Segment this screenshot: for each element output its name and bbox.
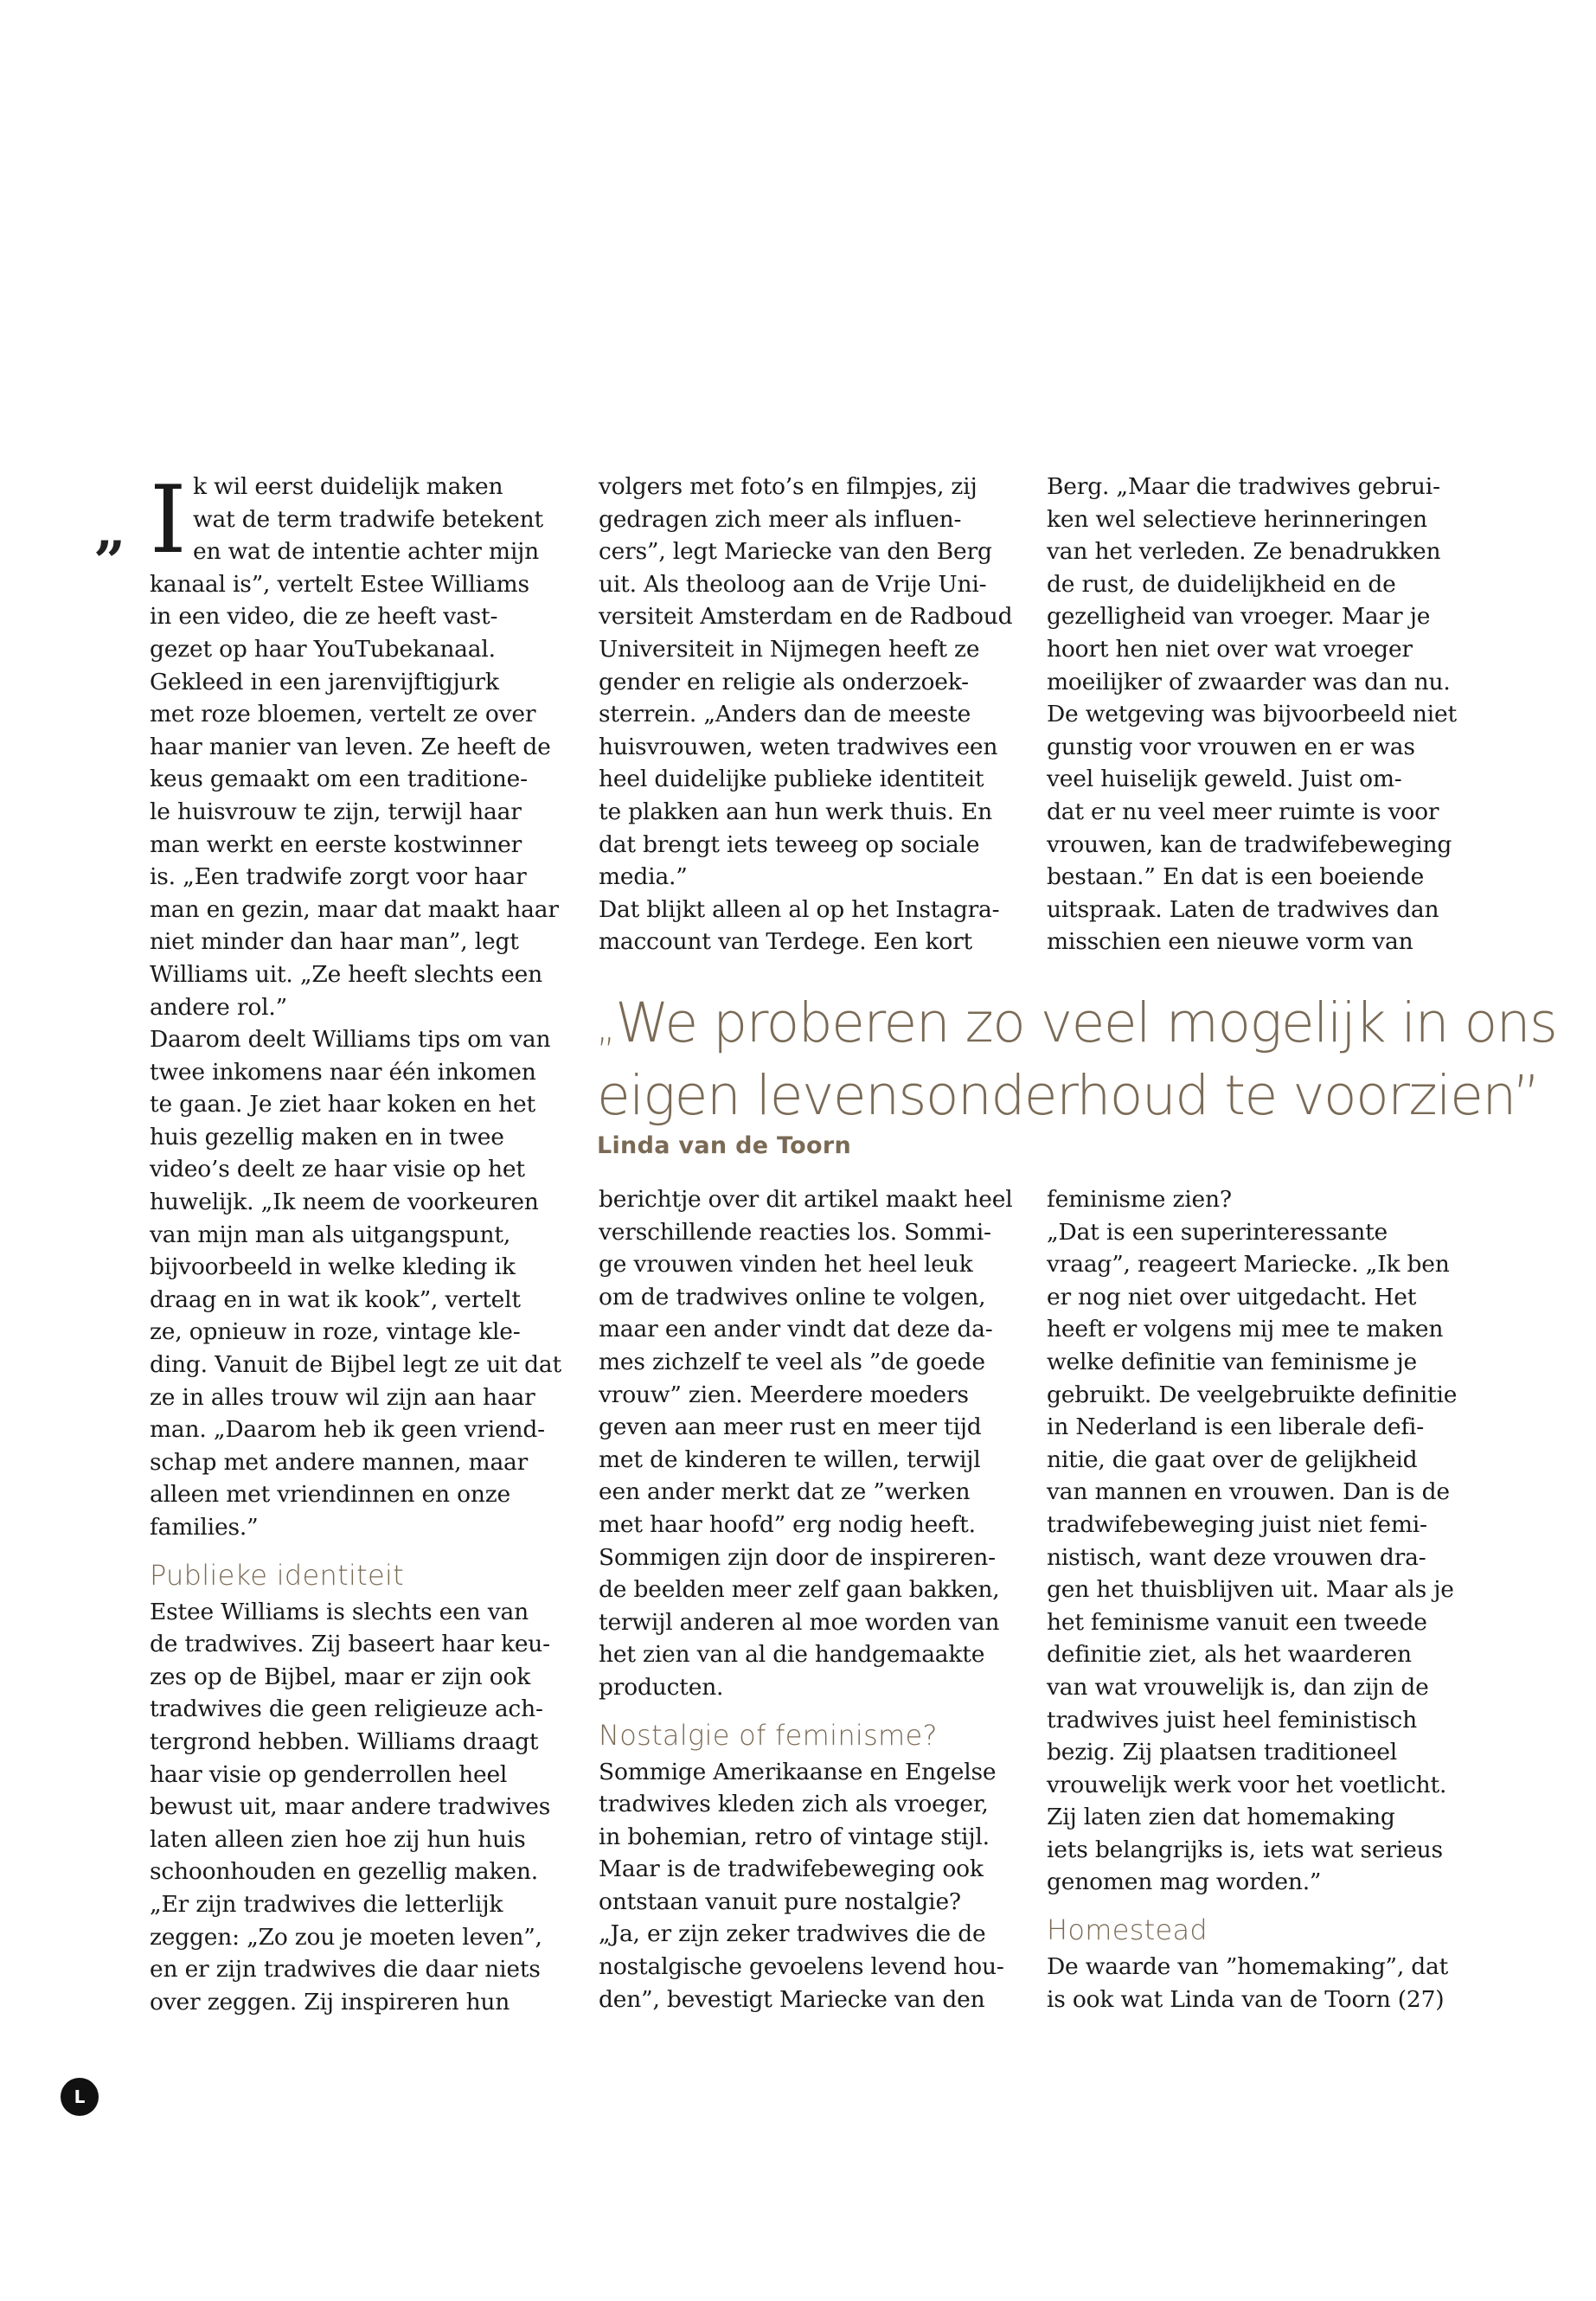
pull-quote bbox=[597, 990, 1557, 1159]
text-line: met roze bloemen, vertelt ze over bbox=[150, 701, 536, 728]
text-line: niet minder dan haar man”, legt bbox=[150, 928, 519, 956]
text-line: ding. Vanuit de Bijbel legt ze uit dat bbox=[150, 1351, 561, 1379]
text-line: andere rol.” bbox=[150, 993, 287, 1021]
text-line: tradwifebeweging juist niet femi- bbox=[1047, 1510, 1427, 1538]
section-heading-publieke-identiteit: Publieke identiteit bbox=[150, 1558, 405, 1592]
paragraph-lines bbox=[599, 1183, 1031, 1704]
text-line: media.” bbox=[599, 863, 688, 891]
text-line: geven aan meer rust en meer tijd bbox=[599, 1413, 982, 1441]
text-line: bestaan.” En dat is een boeiende bbox=[1047, 863, 1425, 891]
text-line: feminisme zien? bbox=[1047, 1186, 1232, 1213]
text-line: bijvoorbeeld in welke kleding ik bbox=[150, 1253, 516, 1281]
text-line: ze in alles trouw wil zijn aan haar bbox=[150, 1383, 535, 1411]
text-line: en wat de intentie achter mijn bbox=[193, 538, 539, 566]
text-line: man en gezin, maar dat maakt haar bbox=[150, 895, 559, 923]
text-line: terwijl anderen al moe worden van bbox=[599, 1608, 1000, 1636]
pull-quote-text-1: We proberen zo veel mogelijk in ons bbox=[615, 991, 1557, 1054]
text-line: twee inkomens naar één inkomen bbox=[150, 1058, 536, 1086]
text-line: zeggen: „Zo zou je moeten leven”, bbox=[150, 1923, 542, 1951]
text-line: uitspraak. Laten de tradwives dan bbox=[1047, 895, 1439, 923]
text-line: Gekleed in een jarenvijftigjurk bbox=[150, 668, 499, 695]
text-line: heeft er volgens mij mee te maken bbox=[1047, 1316, 1444, 1343]
text-line: berichtje over dit artikel maakt heel bbox=[599, 1186, 1013, 1213]
pull-quote-author: Linda van de Toorn bbox=[597, 1132, 851, 1159]
text-line: Maar is de tradwifebeweging ook bbox=[599, 1856, 984, 1883]
text-line: vrouwen, kan de tradwifebeweging bbox=[1047, 830, 1452, 858]
text-line: haar manier van leven. Ze heeft de bbox=[150, 733, 551, 760]
text-line: ze, opnieuw in roze, vintage kle- bbox=[150, 1318, 521, 1346]
text-line: Berg. „Maar die tradwives gebrui- bbox=[1047, 473, 1440, 500]
text-line: uit. Als theoloog aan de Vrije Uni- bbox=[599, 570, 987, 598]
text-line: welke definitie van feminisme je bbox=[1047, 1348, 1417, 1375]
text-line: definitie ziet, als het waarderen bbox=[1047, 1641, 1412, 1669]
text-line: dat brengt iets teweeg op sociale bbox=[599, 830, 980, 858]
text-line: moeilijker of zwaarder was dan nu. bbox=[1047, 668, 1451, 695]
opening-quote-mark: ” bbox=[93, 529, 125, 594]
text-line: van het verleden. Ze benadrukken bbox=[1047, 538, 1441, 566]
text-line: wat de term tradwife betekent bbox=[193, 505, 543, 533]
text-line: schoonhouden en gezellig maken. bbox=[150, 1858, 538, 1886]
paragraph-lines bbox=[150, 568, 582, 1544]
pull-quote-line-1 bbox=[597, 990, 1557, 1063]
text-line: den”, bevestigt Mariecke van den bbox=[599, 1985, 985, 2013]
text-line: iets belangrijks is, iets wat serieus bbox=[1047, 1836, 1443, 1863]
paragraph-lines bbox=[1047, 1951, 1479, 2016]
text-line: volgers met foto’s en filmpjes, zij bbox=[599, 473, 977, 500]
text-line: gedragen zich meer als influen- bbox=[599, 505, 962, 533]
text-line: maccount van Terdege. Een kort bbox=[599, 928, 972, 956]
dropcap-block bbox=[150, 466, 582, 574]
section-heading-homestead: Homestead bbox=[1047, 1913, 1208, 1947]
pull-quote-open-mark: „ bbox=[597, 1010, 614, 1050]
text-line: de beelden meer zelf gaan bakken, bbox=[599, 1576, 1000, 1604]
text-line: De wetgeving was bijvoorbeeld niet bbox=[1047, 701, 1457, 728]
text-line: huwelijk. „Ik neem de voorkeuren bbox=[150, 1189, 539, 1216]
text-line: het feminisme vanuit een tweede bbox=[1047, 1608, 1427, 1636]
text-line: „Dat is een superinteressante bbox=[1047, 1218, 1388, 1246]
text-line: huisvrouwen, weten tradwives een bbox=[599, 733, 998, 760]
text-line: van mannen en vrouwen. Dan is de bbox=[1047, 1478, 1450, 1506]
text-line: van wat vrouwelijk is, dan zijn de bbox=[1047, 1673, 1429, 1701]
text-line: om de tradwives online te volgen, bbox=[599, 1283, 986, 1311]
text-line: met de kinderen te willen, terwijl bbox=[599, 1445, 981, 1473]
text-line: gebruikt. De veelgebruikte definitie bbox=[1047, 1381, 1458, 1408]
text-line: tradwives kleden zich als vroeger, bbox=[599, 1791, 989, 1818]
indented-lines bbox=[150, 466, 582, 574]
text-line: vrouwelijk werk voor het voetlicht. bbox=[1047, 1771, 1447, 1798]
text-line: laten alleen zien hoe zij hun huis bbox=[150, 1825, 526, 1853]
text-line: Estee Williams is slechts een van bbox=[150, 1598, 529, 1625]
text-line: Zij laten zien dat homemaking bbox=[1047, 1804, 1395, 1831]
article-column-3-bottom bbox=[1047, 1183, 1479, 2016]
text-line: maar een ander vindt dat deze da- bbox=[599, 1316, 993, 1343]
text-line: gezet op haar YouTubekanaal. bbox=[150, 635, 496, 663]
text-line: haar visie op genderrollen heel bbox=[150, 1760, 508, 1788]
article-column-3-top bbox=[1047, 471, 1479, 958]
text-line: heel duidelijke publieke identiteit bbox=[599, 766, 984, 793]
paragraph-lines bbox=[599, 1756, 1031, 2016]
text-line: cers”, legt Mariecke van den Berg bbox=[599, 538, 992, 566]
text-line: en er zijn tradwives die daar niets bbox=[150, 1956, 541, 1984]
text-line: man. „Daarom heb ik geen vriend- bbox=[150, 1416, 545, 1444]
text-line: le huisvrouw te zijn, terwijl haar bbox=[150, 798, 522, 825]
text-line: families.” bbox=[150, 1514, 259, 1541]
text-line: schap met andere mannen, maar bbox=[150, 1448, 529, 1476]
text-line: met haar hoofd” erg nodig heeft. bbox=[599, 1510, 976, 1538]
text-line: ken wel selectieve herinneringen bbox=[1047, 505, 1427, 533]
text-line: „Ja, er zijn zeker tradwives die de bbox=[599, 1920, 986, 1948]
text-line: in een video, die ze heeft vast- bbox=[150, 603, 498, 631]
text-line: genomen mag worden.” bbox=[1047, 1868, 1322, 1896]
text-line: bezig. Zij plaatsen traditioneel bbox=[1047, 1739, 1398, 1766]
text-line: Universiteit in Nijmegen heeft ze bbox=[599, 635, 980, 663]
dropcap-letter: I bbox=[150, 466, 187, 574]
text-line: keus gemaakt om een traditione- bbox=[150, 766, 528, 793]
text-line: is. „Een tradwife zorgt voor haar bbox=[150, 863, 527, 891]
text-line: over zeggen. Zij inspireren hun bbox=[150, 1988, 510, 2016]
text-line: alleen met vriendinnen en onze bbox=[150, 1481, 510, 1509]
text-line: dat er nu veel meer ruimte is voor bbox=[1047, 798, 1439, 825]
text-line: Sommige Amerikaanse en Engelse bbox=[599, 1758, 997, 1785]
text-line: k wil eerst duidelijk maken bbox=[193, 473, 503, 500]
text-line: nistisch, want deze vrouwen dra- bbox=[1047, 1543, 1426, 1571]
text-line: is ook wat Linda van de Toorn (27) bbox=[1047, 1985, 1445, 2013]
text-line: gezelligheid van vroeger. Maar je bbox=[1047, 603, 1431, 631]
article-column-2-top bbox=[599, 471, 1031, 958]
text-line: producten. bbox=[599, 1673, 724, 1701]
text-line: versiteit Amsterdam en de Radboud bbox=[599, 603, 1013, 631]
text-line: vraag”, reageert Mariecke. „Ik ben bbox=[1047, 1251, 1450, 1279]
text-line: mes zichzelf te veel als ”de goede bbox=[599, 1348, 985, 1375]
text-line: vrouw” zien. Meerdere moeders bbox=[599, 1381, 969, 1408]
text-line: De waarde van ”homemaking”, dat bbox=[1047, 1953, 1449, 1981]
text-line: draag en in wat ik kook”, vertelt bbox=[150, 1285, 521, 1313]
text-line: er nog niet over uitgedacht. Het bbox=[1047, 1283, 1417, 1311]
text-line: Sommigen zijn door de inspireren- bbox=[599, 1543, 996, 1571]
text-line: nitie, die gaat over de gelijkheid bbox=[1047, 1445, 1418, 1473]
text-line: misschien een nieuwe vorm van bbox=[1047, 928, 1413, 956]
paragraph-lines bbox=[150, 1596, 582, 2019]
text-line: kanaal is”, vertelt Estee Williams bbox=[150, 570, 529, 598]
text-line: gen het thuisblijven uit. Maar als je bbox=[1047, 1576, 1454, 1604]
text-line: Daarom deelt Williams tips om van bbox=[150, 1026, 551, 1054]
text-line: huis gezellig maken en in twee bbox=[150, 1123, 504, 1150]
text-line: in bohemian, retro of vintage stijl. bbox=[599, 1823, 990, 1850]
text-line: de tradwives. Zij baseert haar keu- bbox=[150, 1631, 550, 1658]
paragraph-lines bbox=[1047, 1183, 1479, 1899]
text-line: bewust uit, maar andere tradwives bbox=[150, 1793, 551, 1821]
paragraph-lines bbox=[599, 471, 1031, 958]
text-line: Williams uit. „Ze heeft slechts een bbox=[150, 960, 542, 988]
article-column-1 bbox=[150, 466, 582, 2018]
pull-quote-line-2: eigen levensonderhoud te voorzien” bbox=[597, 1064, 1540, 1127]
text-line: gunstig voor vrouwen en er was bbox=[1047, 733, 1415, 760]
text-line: de rust, de duidelijkheid en de bbox=[1047, 570, 1396, 598]
magazine-logo-badge: L bbox=[61, 2078, 99, 2116]
text-line: tradwives juist heel feministisch bbox=[1047, 1706, 1417, 1734]
text-line: gender en religie als onderzoek- bbox=[599, 668, 969, 695]
text-line: te gaan. Je ziet haar koken en het bbox=[150, 1091, 535, 1118]
text-line: een ander merkt dat ze ”werken bbox=[599, 1478, 971, 1506]
text-line: nostalgische gevoelens levend hou- bbox=[599, 1953, 1004, 1981]
text-line: zes op de Bijbel, maar er zijn ook bbox=[150, 1663, 531, 1690]
text-line: sterrein. „Anders dan de meeste bbox=[599, 701, 971, 728]
text-line: verschillende reacties los. Sommi- bbox=[599, 1218, 991, 1246]
text-line: tergrond hebben. Williams draagt bbox=[150, 1727, 539, 1755]
text-line: het zien van al die handgemaakte bbox=[599, 1641, 985, 1669]
paragraph-lines bbox=[1047, 471, 1479, 958]
article-column-2-bottom bbox=[599, 1183, 1031, 2016]
text-line: Dat blijkt alleen al op het Instagra- bbox=[599, 895, 1000, 923]
text-line: man werkt en eerste kostwinner bbox=[150, 830, 522, 858]
text-line: ontstaan vanuit pure nostalgie? bbox=[599, 1888, 961, 1915]
section-heading-nostalgie: Nostalgie of feminisme? bbox=[599, 1718, 938, 1752]
text-line: veel huiselijk geweld. Juist om- bbox=[1047, 766, 1402, 793]
text-line: „Er zijn tradwives die letterlijk bbox=[150, 1890, 503, 1918]
text-line: van mijn man als uitgangspunt, bbox=[150, 1221, 511, 1248]
text-line: hoort hen niet over wat vroeger bbox=[1047, 635, 1413, 663]
text-line: te plakken aan hun werk thuis. En bbox=[599, 798, 993, 825]
text-line: in Nederland is een liberale defi- bbox=[1047, 1413, 1424, 1441]
text-line: video’s deelt ze haar visie op het bbox=[150, 1156, 525, 1183]
text-line: ge vrouwen vinden het heel leuk bbox=[599, 1251, 973, 1279]
text-line: tradwives die geen religieuze ach- bbox=[150, 1695, 543, 1723]
